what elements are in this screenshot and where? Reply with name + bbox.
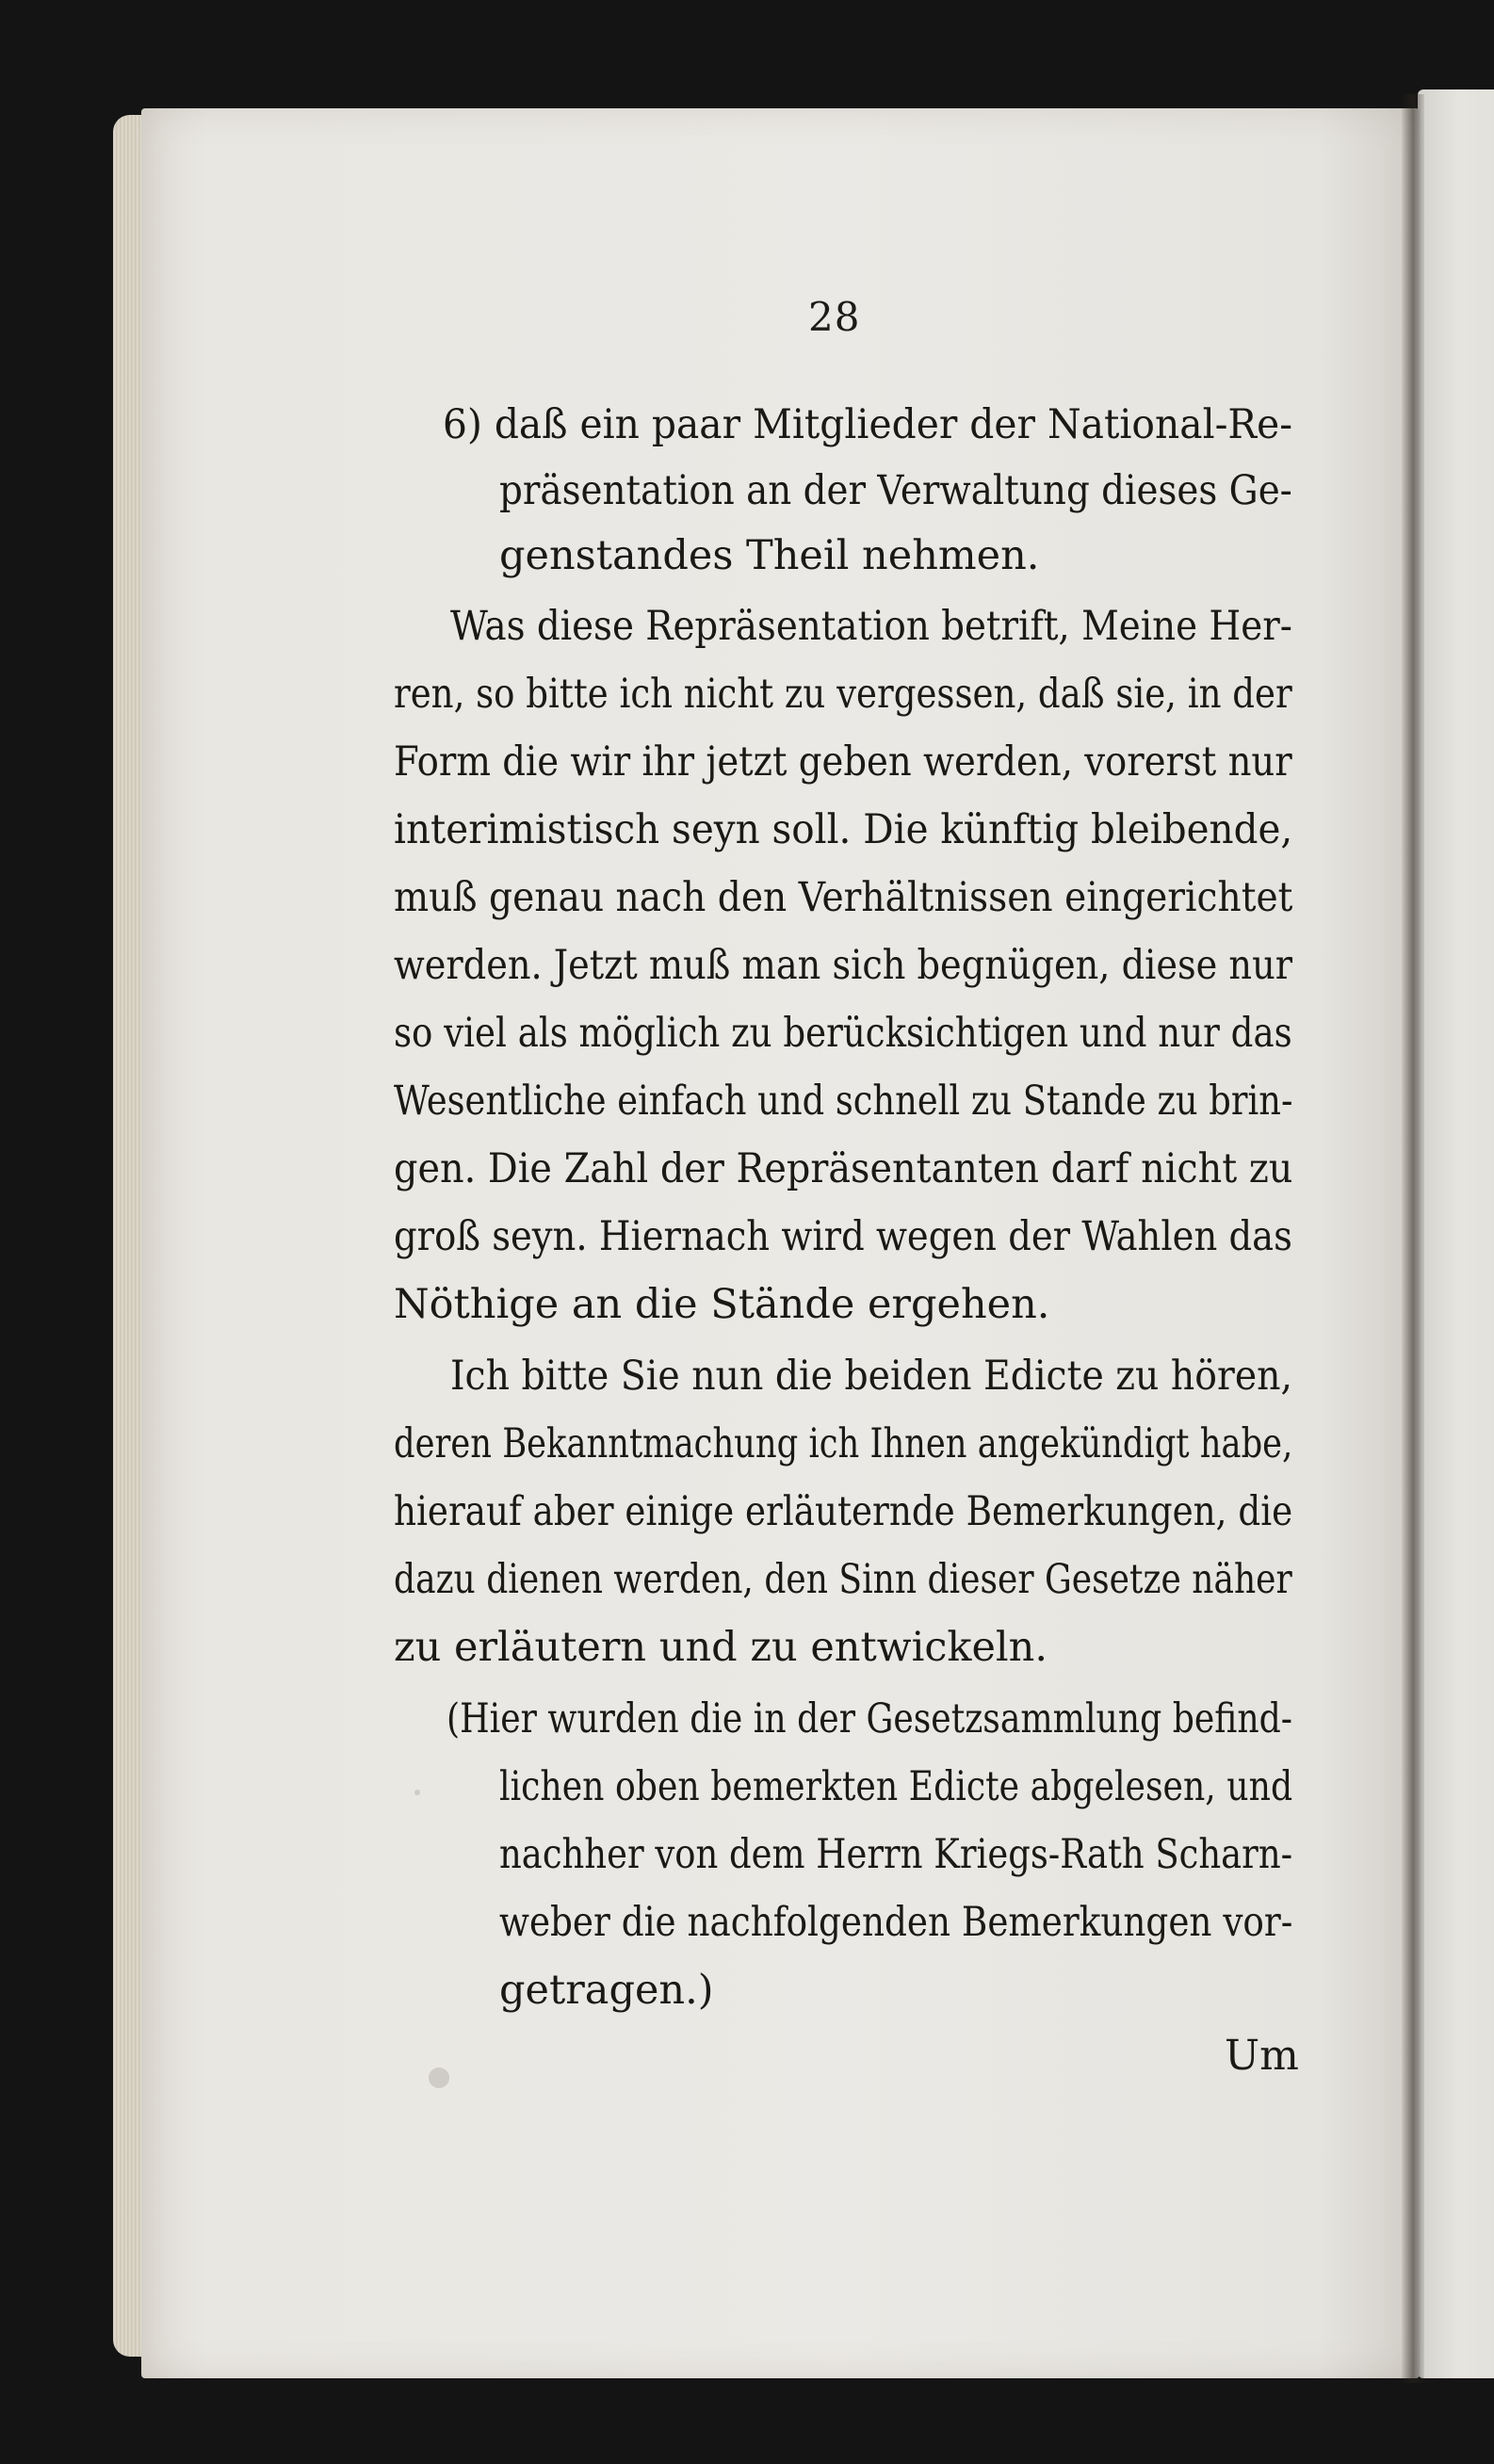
- text-line: weber die nachfolgenden Bemerkungen vor-: [499, 1899, 1293, 1946]
- text-line: Ich bitte Sie nun die beiden Edicte zu hören,: [450, 1353, 1293, 1400]
- text-line: interimistisch seyn soll. Die künftig bleibende,: [394, 806, 1293, 853]
- text-line: präsentation an der Verwaltung dieses Ge-: [499, 467, 1292, 514]
- text-line: muß genau nach den Verhältnissen eingerichtet: [394, 874, 1293, 921]
- text-line: groß seyn. Hiernach wird wegen der Wahlen das: [394, 1213, 1292, 1260]
- text-line: zu erläutern und zu entwickeln.: [394, 1624, 1048, 1671]
- page-number: 28: [808, 294, 861, 340]
- text-line: getragen.): [499, 1967, 714, 2014]
- text-line: genstandes Theil nehmen.: [499, 532, 1040, 579]
- text-line: werden. Jetzt muß man sich begnügen, diese nur: [394, 942, 1293, 989]
- text-line: deren Bekanntmachung ich Ihnen angekündigt habe,: [394, 1420, 1293, 1467]
- text-line: 6) daß ein paar Mitglieder der National-Re-: [443, 401, 1293, 448]
- text-line: (Hier wurden die in der Gesetzsammlung befind-: [447, 1695, 1293, 1743]
- text-line: Form die wir ihr jetzt geben werden, vorerst nur: [394, 738, 1292, 786]
- text-line: hierauf aber einige erläuternde Bemerkungen, die: [394, 1488, 1293, 1535]
- text-line: so viel als möglich zu berücksichtigen und nur das: [394, 1010, 1292, 1057]
- catchword: Um: [1225, 2032, 1299, 2080]
- text-line: Wesentliche einfach und schnell zu Stande zu brin-: [394, 1078, 1293, 1125]
- text-line: Was diese Repräsentation betrift, Meine Her-: [450, 603, 1292, 650]
- text-line: ren, so bitte ich nicht zu vergessen, daß sie, in der: [394, 671, 1292, 718]
- text-line: nachher von dem Herrn Kriegs-Rath Scharn-: [499, 1831, 1293, 1878]
- text-line: dazu dienen werden, den Sinn dieser Gesetze näher: [394, 1556, 1292, 1603]
- text-line: gen. Die Zahl der Repräsentanten darf nicht zu: [394, 1145, 1293, 1192]
- text-line: lichen oben bemerkten Edicte abgelesen, und: [499, 1763, 1293, 1810]
- text-line: Nöthige an die Stände ergehen.: [394, 1281, 1050, 1328]
